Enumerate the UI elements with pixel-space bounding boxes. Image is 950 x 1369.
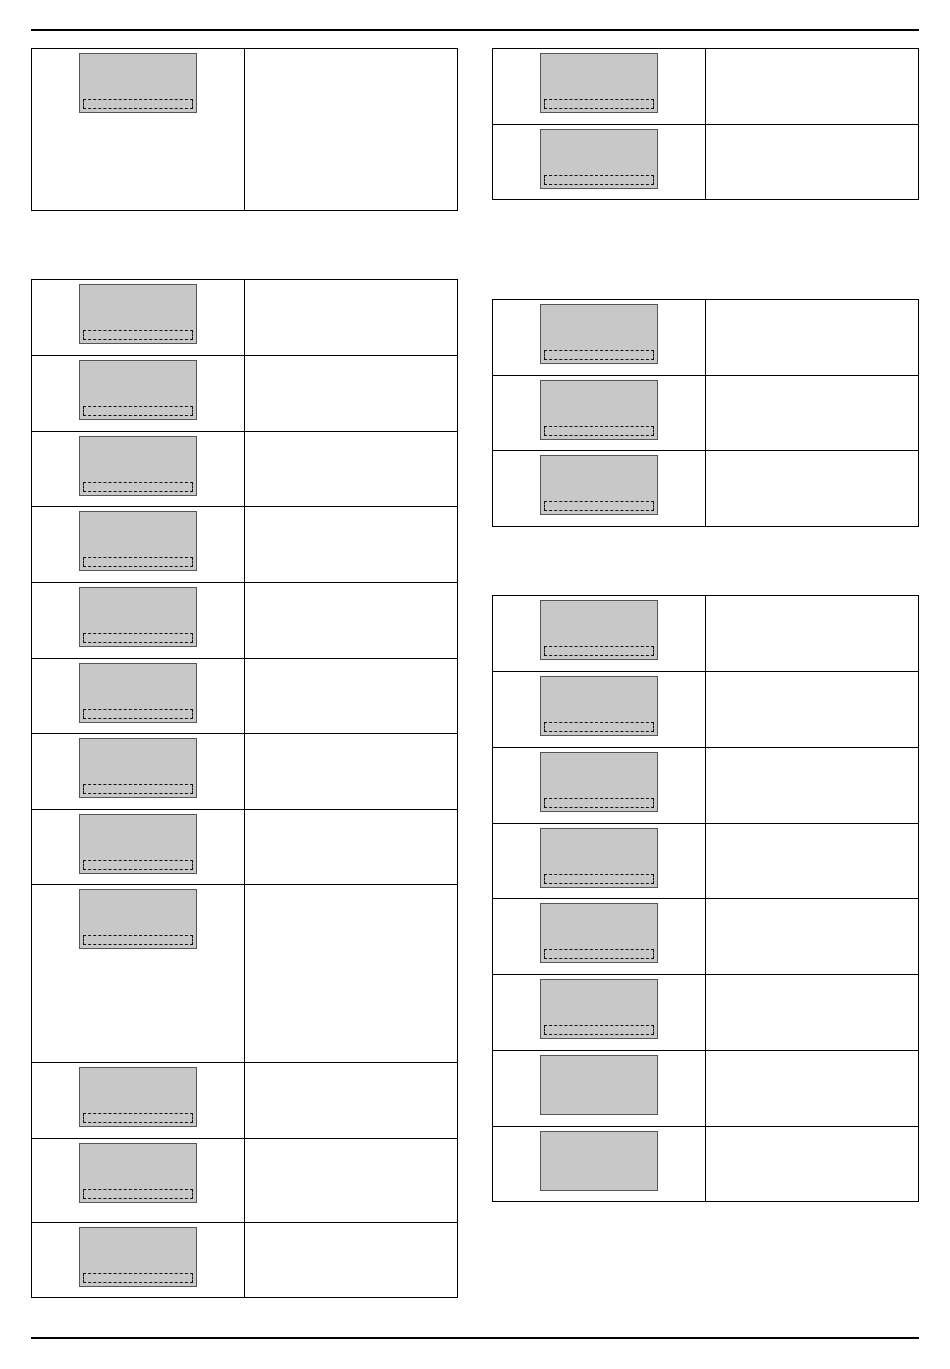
description-cell <box>245 280 458 356</box>
lcd-display-icon <box>79 53 197 113</box>
table-row <box>493 300 919 376</box>
highlight-line <box>544 646 654 656</box>
lcd-table-right-3 <box>492 595 919 1202</box>
lcd-display-icon <box>540 828 658 888</box>
highlight-line <box>544 874 654 884</box>
display-cell <box>32 1223 245 1298</box>
table-row <box>32 734 458 810</box>
highlight-line <box>544 949 654 959</box>
table-row <box>493 975 919 1051</box>
display-cell <box>32 583 245 659</box>
description-cell <box>245 432 458 507</box>
table-row <box>493 1127 919 1202</box>
lcd-display-icon <box>79 889 197 949</box>
display-cell <box>32 659 245 734</box>
lcd-table-left-2 <box>31 279 458 1298</box>
lcd-display-icon <box>79 1067 197 1127</box>
display-cell <box>493 451 706 527</box>
display-cell <box>32 1139 245 1223</box>
display-cell <box>493 748 706 824</box>
display-cell <box>32 885 245 1063</box>
table-row <box>32 507 458 583</box>
display-cell <box>32 356 245 432</box>
display-cell <box>493 975 706 1051</box>
lcd-display-icon <box>540 903 658 963</box>
highlight-line <box>83 1189 193 1199</box>
display-cell <box>493 596 706 672</box>
highlight-line <box>544 99 654 109</box>
description-cell <box>245 810 458 885</box>
lcd-display-icon <box>540 752 658 812</box>
lcd-display-icon <box>540 979 658 1039</box>
lcd-display-icon <box>79 814 197 874</box>
description-cell <box>706 672 919 748</box>
highlight-line <box>83 557 193 567</box>
highlight-line <box>544 798 654 808</box>
table-row <box>493 748 919 824</box>
description-cell <box>706 49 919 125</box>
table-row <box>493 1051 919 1127</box>
lcd-display-icon <box>79 663 197 723</box>
description-cell <box>706 451 919 527</box>
top-rule <box>31 29 919 31</box>
table-row <box>32 1139 458 1223</box>
display-cell <box>493 376 706 451</box>
lcd-display-icon <box>540 1131 658 1191</box>
display-cell <box>493 49 706 125</box>
display-cell <box>493 1127 706 1202</box>
description-cell <box>706 300 919 376</box>
description-cell <box>706 1127 919 1202</box>
highlight-line <box>83 784 193 794</box>
description-cell <box>245 583 458 659</box>
highlight-line <box>544 175 654 185</box>
lcd-display-icon <box>79 284 197 344</box>
table-row <box>493 824 919 899</box>
display-cell <box>32 734 245 810</box>
description-cell <box>706 748 919 824</box>
lcd-display-icon <box>79 738 197 798</box>
table-row <box>32 49 458 211</box>
description-cell <box>706 376 919 451</box>
lcd-table-right-1 <box>492 48 919 200</box>
display-cell <box>32 49 245 211</box>
highlight-line <box>544 350 654 360</box>
description-cell <box>245 1139 458 1223</box>
table-row <box>493 672 919 748</box>
table-row <box>493 899 919 975</box>
highlight-line <box>83 860 193 870</box>
table-row <box>493 376 919 451</box>
highlight-line <box>83 406 193 416</box>
description-cell <box>706 899 919 975</box>
description-cell <box>245 507 458 583</box>
highlight-line <box>83 633 193 643</box>
lcd-display-icon <box>79 1143 197 1203</box>
highlight-line <box>544 722 654 732</box>
lcd-display-icon <box>540 676 658 736</box>
display-cell <box>493 672 706 748</box>
description-cell <box>706 596 919 672</box>
highlight-line <box>83 709 193 719</box>
description-cell <box>706 824 919 899</box>
description-cell <box>245 885 458 1063</box>
lcd-display-icon <box>79 511 197 571</box>
table-row <box>32 432 458 507</box>
display-cell <box>32 432 245 507</box>
lcd-display-icon <box>540 1055 658 1115</box>
highlight-line <box>83 330 193 340</box>
lcd-display-icon <box>79 436 197 496</box>
display-cell <box>32 280 245 356</box>
description-cell <box>245 1063 458 1139</box>
display-cell <box>493 125 706 200</box>
description-cell <box>245 659 458 734</box>
description-cell <box>245 356 458 432</box>
table-row <box>493 596 919 672</box>
display-cell <box>32 507 245 583</box>
lcd-display-icon <box>79 1227 197 1287</box>
table-row <box>32 885 458 1063</box>
display-cell <box>493 300 706 376</box>
highlight-line <box>83 1113 193 1123</box>
highlight-line <box>83 99 193 109</box>
table-row <box>32 659 458 734</box>
description-cell <box>706 125 919 200</box>
highlight-line <box>544 501 654 511</box>
lcd-table-left-1 <box>31 48 458 211</box>
description-cell <box>706 1051 919 1127</box>
bottom-rule <box>31 1337 919 1339</box>
highlight-line <box>83 1273 193 1283</box>
display-cell <box>32 1063 245 1139</box>
lcd-display-icon <box>540 455 658 515</box>
display-cell <box>493 824 706 899</box>
table-row <box>32 1223 458 1298</box>
description-cell <box>245 734 458 810</box>
description-cell <box>706 975 919 1051</box>
table-row <box>493 49 919 125</box>
lcd-display-icon <box>79 587 197 647</box>
lcd-table-right-2 <box>492 299 919 527</box>
lcd-display-icon <box>540 304 658 364</box>
table-row <box>32 1063 458 1139</box>
highlight-line <box>83 935 193 945</box>
display-cell <box>493 899 706 975</box>
table-row <box>493 451 919 527</box>
lcd-display-icon <box>540 53 658 113</box>
table-row <box>32 810 458 885</box>
lcd-display-icon <box>540 600 658 660</box>
lcd-display-icon <box>540 129 658 189</box>
table-row <box>32 356 458 432</box>
highlight-line <box>544 1025 654 1035</box>
table-row <box>32 583 458 659</box>
display-cell <box>32 810 245 885</box>
display-cell <box>493 1051 706 1127</box>
lcd-display-icon <box>79 360 197 420</box>
description-cell <box>245 1223 458 1298</box>
lcd-display-icon <box>540 380 658 440</box>
table-row <box>32 280 458 356</box>
table-row <box>493 125 919 200</box>
description-cell <box>245 49 458 211</box>
highlight-line <box>83 482 193 492</box>
highlight-line <box>544 426 654 436</box>
